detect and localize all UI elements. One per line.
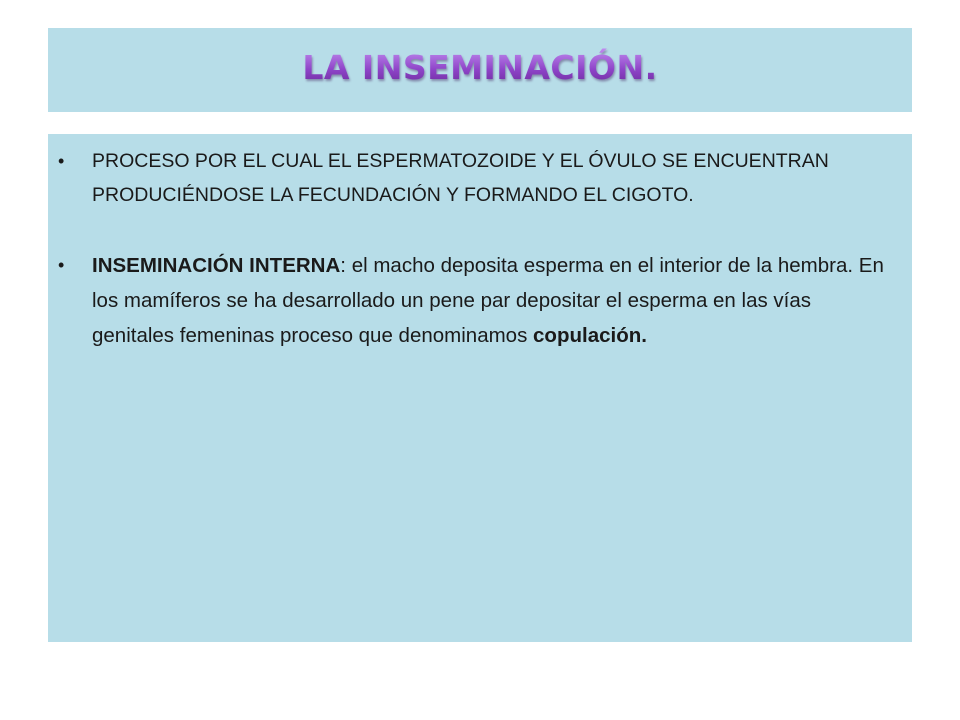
bullet-emphasis: copulación. [533, 324, 647, 347]
title-banner [48, 28, 912, 112]
slide-title: LA INSEMINACIÓN. [302, 47, 658, 87]
bullet-dot-icon: • [58, 151, 65, 171]
bullet-text: PROCESO POR EL CUAL EL ESPERMATOZOIDE Y EL ÓVULO SE ENCUENTRAN PRODUCIÉNDOSE LA FECUNDACIÓN Y FORMANDO EL CIGOTO. [92, 150, 829, 206]
content-panel [48, 134, 912, 642]
bullet-dot-icon: • [58, 255, 65, 275]
bullet-text: : el macho deposita esperma en el interior de la hembra. En los mamíferos se ha desarrollado un pene par depositar el esperma en las vías genitales femeninas proceso que denominamos [92, 254, 884, 347]
bullet-list [48, 144, 912, 353]
bullet-term: INSEMINACIÓN INTERNA [92, 254, 341, 277]
bullet-item [48, 248, 912, 353]
bullet-item [48, 144, 912, 212]
